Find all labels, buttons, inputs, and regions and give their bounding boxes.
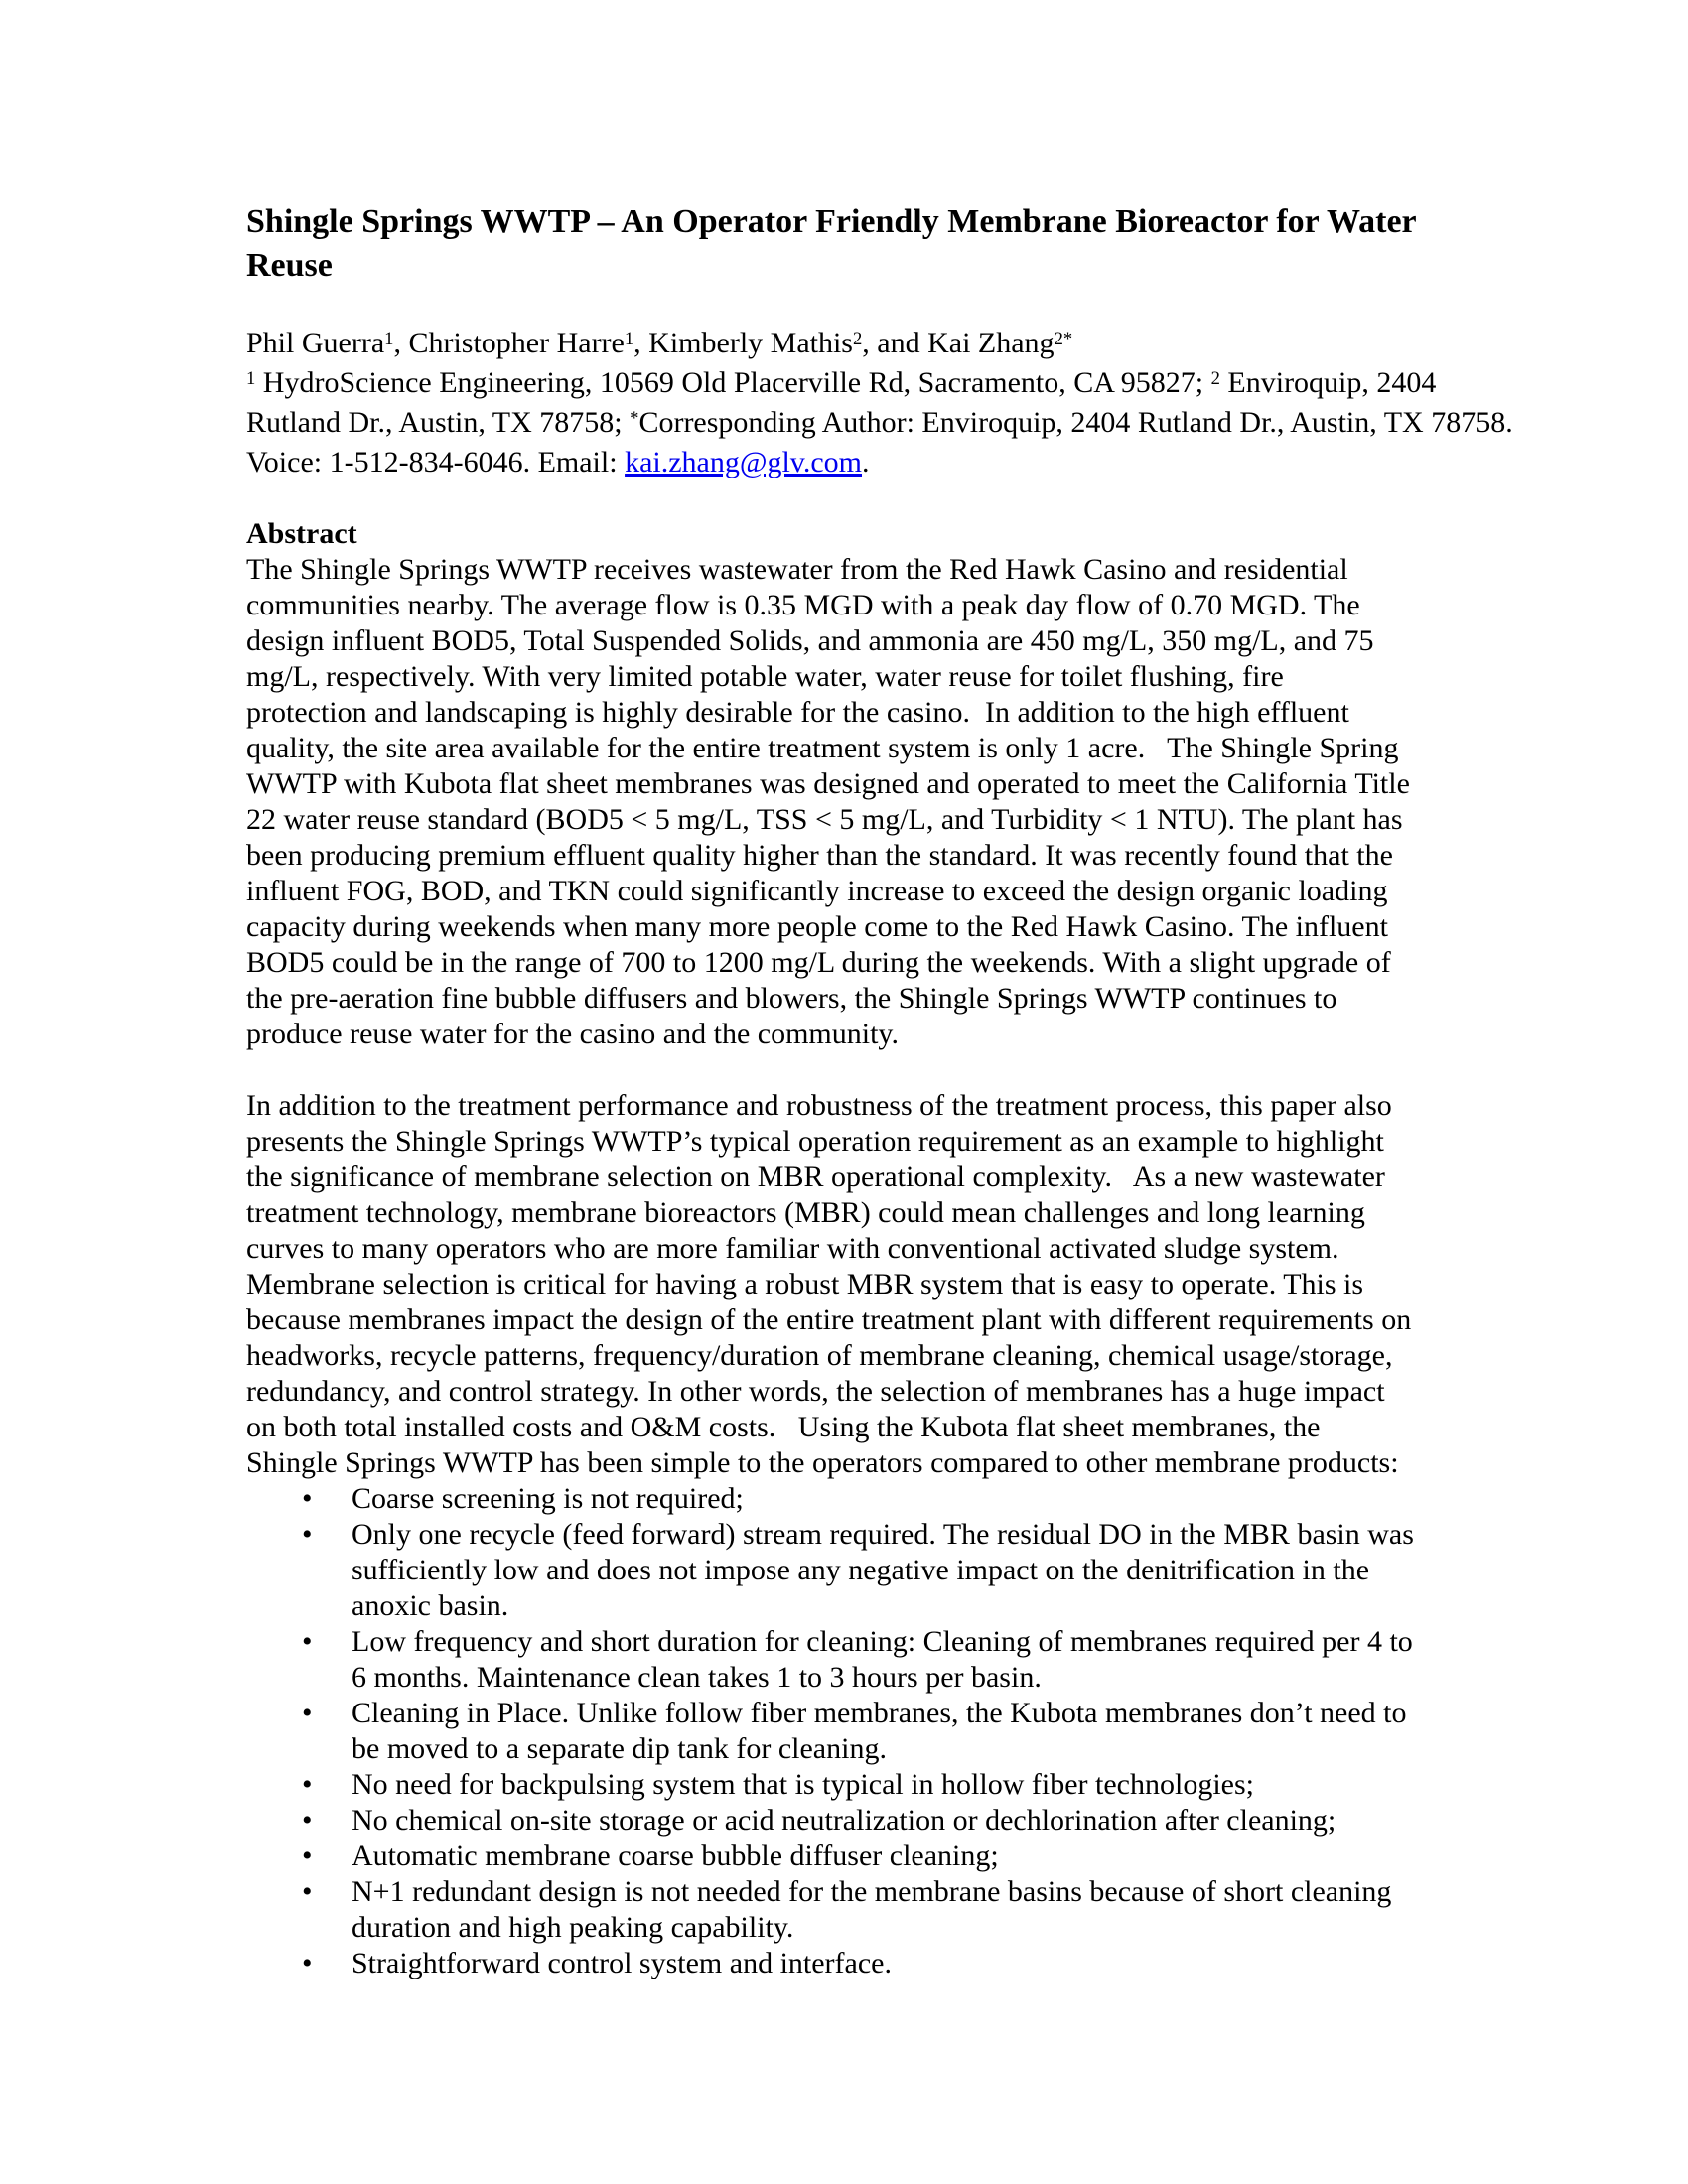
text-line: be moved to a separate dip tank for cleaning.: [352, 1732, 887, 1765]
page-content: [246, 201, 1517, 1981]
text-segment: , Kimberly Mathis: [633, 327, 853, 359]
text-line: Shingle Springs WWTP – An Operator Friendly Membrane Bioreactor for Water: [246, 204, 1417, 240]
bullet-text: [352, 1946, 892, 1981]
list-item: [246, 1767, 1517, 1803]
superscript: 2: [852, 328, 863, 349]
affiliation-block: [246, 365, 1517, 480]
text-line: presents the Shingle Springs WWTP’s typical operation requirement as an example to highlight: [246, 1125, 1384, 1158]
bullet-icon: •: [302, 1482, 313, 1515]
text-line: on both total installed costs and O&M costs. Using the Kubota flat sheet membranes, the: [246, 1411, 1321, 1443]
text-line: because membranes impact the design of the entire treatment plant with different requirements on: [246, 1303, 1412, 1336]
email-link[interactable]: kai.zhang@glv.com: [625, 446, 863, 478]
bullet-text: [352, 1696, 1407, 1767]
list-item: [246, 1803, 1517, 1839]
text-line: redundancy, and control strategy. In other words, the selection of membranes has a huge impact: [246, 1375, 1385, 1408]
spacer: [246, 1052, 1517, 1088]
authors-line: [246, 326, 1517, 365]
text-line: capacity during weekends when many more people come to the Red Hawk Casino. The influent: [246, 910, 1388, 943]
bullet-icon: •: [302, 1840, 313, 1872]
text-line: mg/L, respectively. With very limited potable water, water reuse for toilet flushing, fire: [246, 660, 1284, 693]
superscript: 1: [246, 367, 256, 389]
bullet-icon: •: [302, 1697, 313, 1729]
text-line: the pre-aeration fine bubble diffusers and blowers, the Shingle Springs WWTP continues to: [246, 982, 1337, 1015]
text-line: sufficiently low and does not impose any negative impact on the denitrification in the: [352, 1554, 1370, 1586]
text-segment: Enviroquip, 2404: [1219, 366, 1437, 399]
text-line: Shingle Springs WWTP has been simple to the operators compared to other membrane products:: [246, 1446, 1399, 1479]
bullet-text: [352, 1767, 1254, 1803]
bullet-text: [352, 1481, 744, 1517]
list-item: [246, 1946, 1517, 1981]
bullet-text: [352, 1624, 1413, 1696]
text-line: N+1 redundant design is not needed for the membrane basins because of short cleaning: [352, 1875, 1392, 1908]
text-line: No chemical on-site storage or acid neutralization or dechlorination after cleaning;: [352, 1804, 1336, 1837]
text-line: 22 water reuse standard (BOD5 < 5 mg/L, TSS < 5 mg/L, and Turbidity < 1 NTU). The plant has: [246, 803, 1403, 836]
discussion-paragraph: [246, 1088, 1517, 1481]
text-line: Coarse screening is not required;: [352, 1482, 744, 1515]
text-line: Only one recycle (feed forward) stream required. The residual DO in the MBR basin was: [352, 1518, 1414, 1551]
text-line: headworks, recycle patterns, frequency/duration of membrane cleaning, chemical usage/storage,: [246, 1339, 1393, 1372]
text-line: quality, the site area available for the entire treatment system is only 1 acre. The Shingle Spring: [246, 732, 1399, 764]
bullet-icon: •: [302, 1518, 313, 1551]
bullet-text: [352, 1803, 1336, 1839]
text-line: BOD5 could be in the range of 700 to 1200 mg/L during the weekends. With a slight upgrade of: [246, 946, 1391, 979]
bullet-icon: •: [302, 1875, 313, 1908]
text-line: produce reuse water for the casino and the community.: [246, 1018, 899, 1050]
abstract-heading: Abstract: [246, 517, 357, 550]
bullet-text: [352, 1839, 999, 1874]
text-line: influent FOG, BOD, and TKN could significantly increase to exceed the design organic loading: [246, 875, 1388, 907]
text-line: WWTP with Kubota flat sheet membranes was designed and operated to meet the California Title: [246, 767, 1410, 800]
bullet-icon: •: [302, 1947, 313, 1979]
text-line: Membrane selection is critical for having a robust MBR system that is easy to operate. This is: [246, 1268, 1364, 1300]
text-line: The Shingle Springs WWTP receives wastewater from the Red Hawk Casino and residential: [246, 553, 1348, 586]
list-item: [246, 1874, 1517, 1946]
text-segment: , and Kai Zhang: [862, 327, 1055, 359]
superscript: 1: [384, 328, 394, 349]
text-segment: Voice: 1-512-834-6046. Email:: [246, 446, 626, 478]
list-item: [246, 1517, 1517, 1624]
text-segment: Corresponding Author: Enviroquip, 2404 Rutland Dr., Austin, TX 78758.: [638, 406, 1513, 439]
bullet-icon: •: [302, 1804, 313, 1837]
text-segment: HydroScience Engineering, 10569 Old Placerville Rd, Sacramento, CA 95827;: [255, 366, 1211, 399]
list-item: [246, 1481, 1517, 1517]
text-segment: Rutland Dr., Austin, TX 78758;: [246, 406, 631, 439]
text-segment: .: [862, 446, 870, 478]
text-line: duration and high peaking capability.: [352, 1911, 794, 1944]
text-line: curves to many operators who are more familiar with conventional activated sludge system.: [246, 1232, 1339, 1265]
text-line: anoxic basin.: [352, 1589, 509, 1622]
superscript: 2: [1210, 367, 1220, 389]
list-item: [246, 1696, 1517, 1767]
text-line: [246, 405, 1517, 445]
text-line: the significance of membrane selection on MBR operational complexity. As a new wastewater: [246, 1160, 1385, 1193]
bullet-icon: •: [302, 1768, 313, 1801]
superscript: 1: [624, 328, 634, 349]
list-item: [246, 1624, 1517, 1696]
text-line: [246, 365, 1517, 405]
text-line: Automatic membrane coarse bubble diffuser cleaning;: [352, 1840, 999, 1872]
list-item: [246, 1839, 1517, 1874]
superscript: 2*: [1054, 328, 1073, 349]
text-line: No need for backpulsing system that is typical in hollow fiber technologies;: [352, 1768, 1254, 1801]
text-line: treatment technology, membrane bioreactors (MBR) could mean challenges and long learning: [246, 1196, 1365, 1229]
text-line: been producing premium effluent quality higher than the standard. It was recently found that the: [246, 839, 1393, 872]
text-line: Straightforward control system and interface.: [352, 1947, 892, 1979]
bullet-list: [246, 1481, 1517, 1981]
text-line: Cleaning in Place. Unlike follow fiber membranes, the Kubota membranes don’t need to: [352, 1697, 1407, 1729]
text-segment: Phil Guerra: [246, 327, 385, 359]
bullet-text: [352, 1517, 1414, 1624]
text-line: Low frequency and short duration for cleaning: Cleaning of membranes required per 4 to: [352, 1625, 1413, 1658]
text-line: design influent BOD5, Total Suspended Solids, and ammonia are 450 mg/L, 350 mg/L, and 75: [246, 624, 1374, 657]
text-line: [246, 445, 1517, 480]
superscript: *: [630, 407, 639, 429]
bullet-text: [352, 1874, 1391, 1946]
spacer: [246, 480, 1517, 516]
text-line: communities nearby. The average flow is 0.35 MGD with a peak day flow of 0.70 MGD. The: [246, 589, 1360, 621]
text-line: 6 months. Maintenance clean takes 1 to 3 hours per basin.: [352, 1661, 1042, 1694]
text-line: Reuse: [246, 247, 333, 284]
abstract-paragraph: [246, 552, 1517, 1052]
text-line: [246, 326, 1517, 365]
paper-title: [246, 201, 1517, 288]
text-segment: , Christopher Harre: [393, 327, 625, 359]
bullet-icon: •: [302, 1625, 313, 1658]
text-line: In addition to the treatment performance and robustness of the treatment process, this paper also: [246, 1089, 1392, 1122]
text-line: protection and landscaping is highly desirable for the casino. In addition to the high effluent: [246, 696, 1349, 729]
